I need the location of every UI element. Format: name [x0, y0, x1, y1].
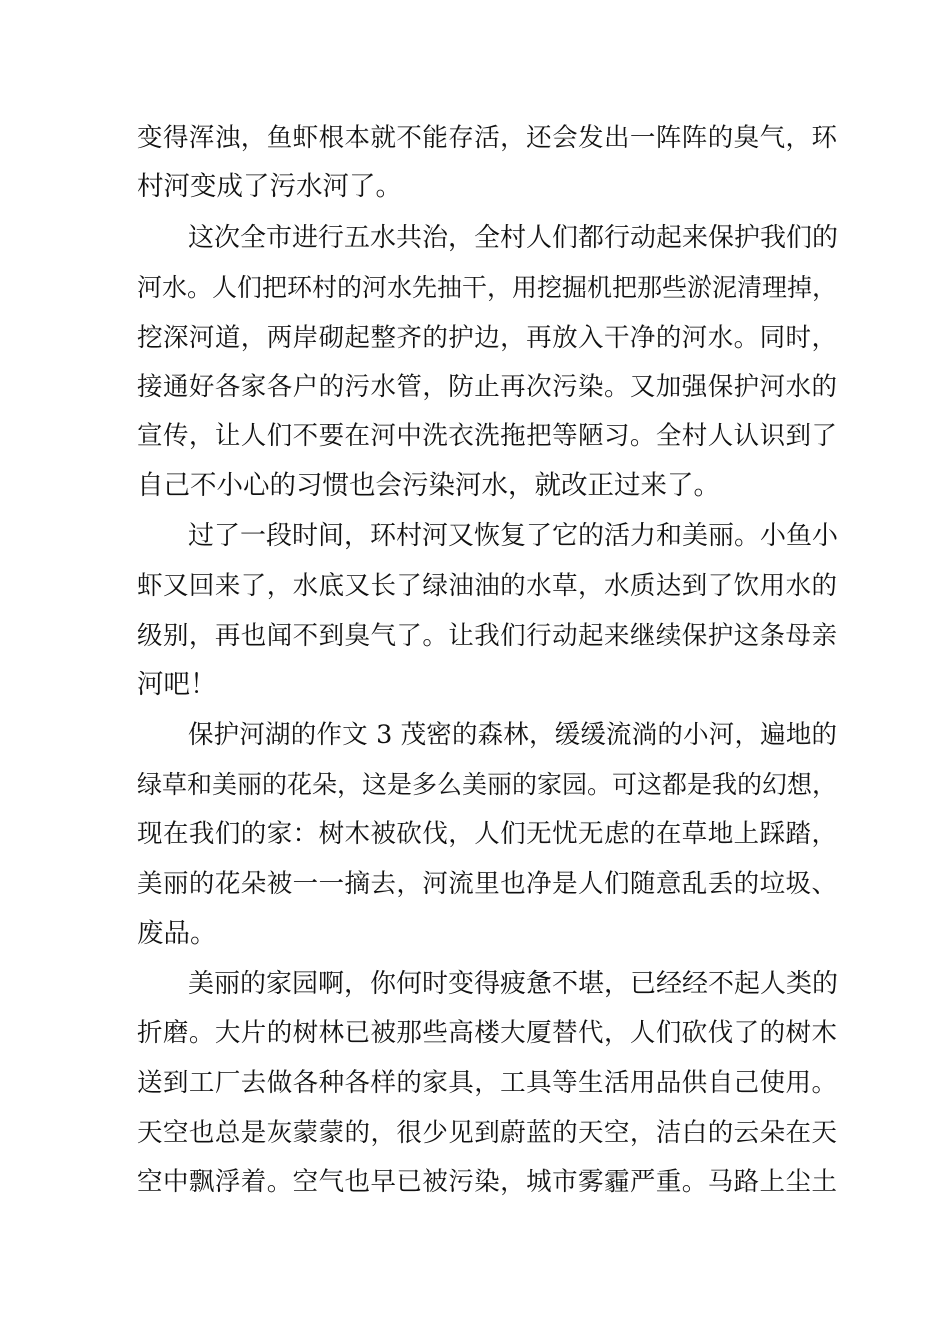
text-line: 级别，再也闻不到臭气了。让我们行动起来继续保护这条母亲 [137, 621, 837, 651]
text-line: 现在我们的家：树木被砍伐，人们无忧无虑的在草地上踩踏， [137, 819, 837, 849]
text-line: 废品。 [137, 918, 217, 949]
text-line: 挖深河道，两岸砌起整齐的护边，再放入干净的河水。同时， [137, 323, 837, 353]
text-line: 河吧！ [137, 669, 217, 700]
text-line: 自己不小心的习惯也会污染河水，就改正过来了。 [137, 470, 720, 501]
text-line: 天空也总是灰蒙蒙的，很少见到蔚蓝的天空，洁白的云朵在天 [137, 1118, 837, 1148]
text-line: 河水。人们把环村的河水先抽干，用挖掘机把那些淤泥清理掉， [137, 273, 838, 302]
text-line: 宣传，让人们不要在河中洗衣洗拖把等陋习。全村人认识到了 [137, 421, 837, 451]
text-line: 虾又回来了，水底又长了绿油油的水草，水质达到了饮用水的 [137, 571, 837, 601]
text-line: 送到工厂去做各种各样的家具，工具等生活用品供自己使用。 [137, 1068, 837, 1098]
text-line: 村河变成了污水河了。 [137, 171, 402, 202]
paragraph-first-line: 过了一段时间，环村河又恢复了它的活力和美丽。小鱼小 [188, 521, 839, 551]
text-line: 变得浑浊，鱼虾根本就不能存活，还会发出一阵阵的臭气，环 [137, 123, 837, 153]
paragraph-first-line: 保护河湖的作文 3 茂密的森林，缓缓流淌的小河，遍地的 [188, 720, 837, 750]
text-line: 接通好各家各户的污水管，防止再次污染。又加强保护河水的 [137, 372, 837, 402]
text-line: 空中飘浮着。空气也早已被污染，城市雾霾严重。马路上尘土 [137, 1167, 837, 1197]
text-line: 折磨。大片的树林已被那些高楼大厦替代，人们砍伐了的树木 [137, 1018, 837, 1048]
paragraph-first-line: 这次全市进行五水共治，全村人们都行动起来保护我们的 [188, 223, 839, 253]
text-line: 美丽的花朵被一一摘去，河流里也净是人们随意乱丢的垃圾、 [137, 869, 837, 899]
text-line: 绿草和美丽的花朵，这是多么美丽的家园。可这都是我的幻想， [137, 770, 838, 799]
paragraph-first-line: 美丽的家园啊，你何时变得疲惫不堪，已经经不起人类的 [188, 969, 839, 999]
